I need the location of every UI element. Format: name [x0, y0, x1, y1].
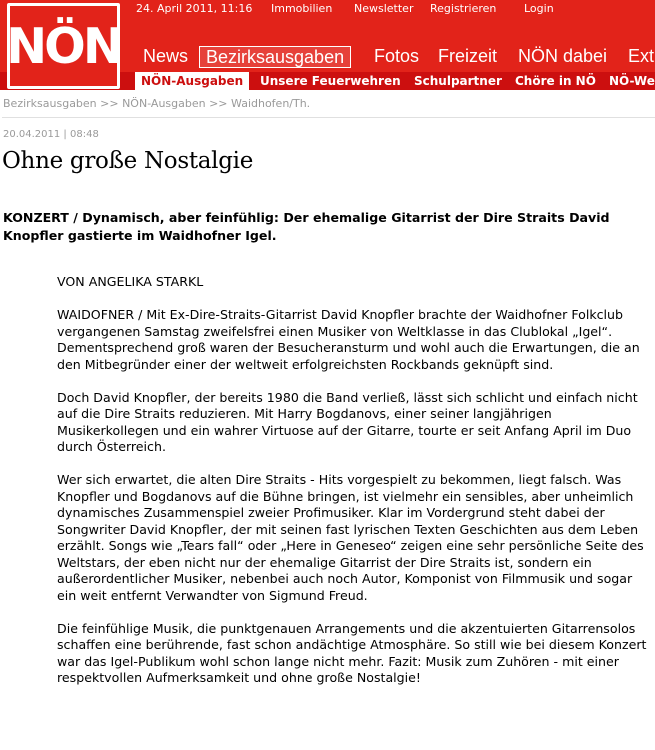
article-dateline: 20.04.2011 | 08:48 — [3, 129, 99, 140]
article-title: Ohne große Nostalgie — [2, 148, 254, 174]
article-body — [57, 274, 649, 703]
article-paragraph: Wer sich erwartet, die alten Dire Straits - Hits vorgespielt zu bekommen, liegt falsch. Was Knopfler und Bogdanovs auf die Bühne bringen, ist vielmehr ein sensibles, aber unheimlich dynamisches Zusammenspiel zweier Profimusiker. Klar im Vordergrund steht dabei der Songwriter David Knopfler, der mit seinen fast lyrischen Texten Geschichten aus dem Leben erzählt. Songs wie „Tears fall“ oder „Here in Geneseo“ zeigen eine sehr persönliche Seite des Weltstars, der eben nicht nur der ehemalige Gitarrist der Dire Straits ist, sondern ein außerordentlicher Musiker, nebenbei auch noch Autor, Komponist von Filmmusik und sogar ein weit entfernt Verwandter von Sigmund Freud. — [57, 472, 644, 603]
current-datetime: 24. April 2011, 11:16 — [136, 2, 253, 15]
article-paragraph: WAIDOFNER / Mit Ex-Dire-Straits-Gitarrist David Knopfler brachte der Waidhofner Folkclub vergangenen Samstag zweifelsfrei einen Musiker von Weltklasse in das Clublokal „Igel“. Dementsprechend groß waren der Besucheransturm und wohl auch die Erwartungen, die an den Mitbegründer einer der weltweit erfolgreichsten Rockbands geknüpft sind. — [57, 307, 640, 372]
article-lead: KONZERT / Dynamisch, aber feinfühlig: Der ehemalige Gitarrist der Dire Straits David Knopfler gastierte im Waidhofner Igel. — [3, 210, 610, 243]
nav-extra[interactable]: Ext — [628, 46, 655, 66]
subnav-schulpartner[interactable]: Schulpartner — [414, 74, 502, 88]
subnav-noen-ausgaben[interactable]: NÖN-Ausgaben — [135, 72, 249, 90]
top-link-login[interactable]: Login — [524, 2, 554, 15]
logo-text: NÖN — [6, 17, 121, 75]
top-link-immobilien[interactable]: Immobilien — [271, 2, 333, 15]
top-link-registrieren[interactable]: Registrieren — [430, 2, 497, 15]
nav-bezirksausgaben[interactable]: Bezirksausgaben — [199, 46, 351, 68]
subnav-unsere-feuerwehren[interactable]: Unsere Feuerwehren — [260, 74, 401, 88]
article-paragraph: Doch David Knopfler, der bereits 1980 die Band verließ, lässt sich schlicht und einfach nicht auf die Dire Straits reduzieren. Mit Harry Bogdanovs, einer seiner langjährigen Musikerkollegen und ein wahrer Virtuose auf der Gitarre, tourte er seit Anfang April im Duo durch Österreich. — [57, 389, 638, 454]
subnav-choere-in-noe[interactable]: Chöre in NÖ — [515, 74, 596, 88]
article-paragraph: Die feinfühlige Musik, die punktgenauen Arrangements und die akzentuierten Gitarrensolos schaffen eine berührende, fast schon andächtige Atmosphäre. So still wie bei diesem Konzert war das Igel-Publikum wohl schon lange nicht mehr. Fazit: Musik zum Zuhören - mit einer respektvollen Aufmerksamkeit und ohne große Nostalgie! — [57, 620, 647, 685]
nav-noen-dabei[interactable]: NÖN dabei — [518, 46, 608, 66]
nav-freizeit[interactable]: Freizeit — [438, 46, 498, 66]
nav-fotos[interactable]: Fotos — [374, 46, 420, 66]
noen-logo[interactable] — [7, 3, 120, 89]
article-author: VON ANGELIKA STARKL — [57, 274, 204, 289]
breadcrumb[interactable]: Bezirksausgaben >> NÖN-Ausgaben >> Waidhofen/Th. — [3, 97, 311, 110]
divider — [2, 117, 655, 118]
subnav-noe-we[interactable]: NÖ-We — [609, 74, 655, 88]
top-link-newsletter[interactable]: Newsletter — [354, 2, 414, 15]
nav-news[interactable]: News — [143, 46, 189, 66]
